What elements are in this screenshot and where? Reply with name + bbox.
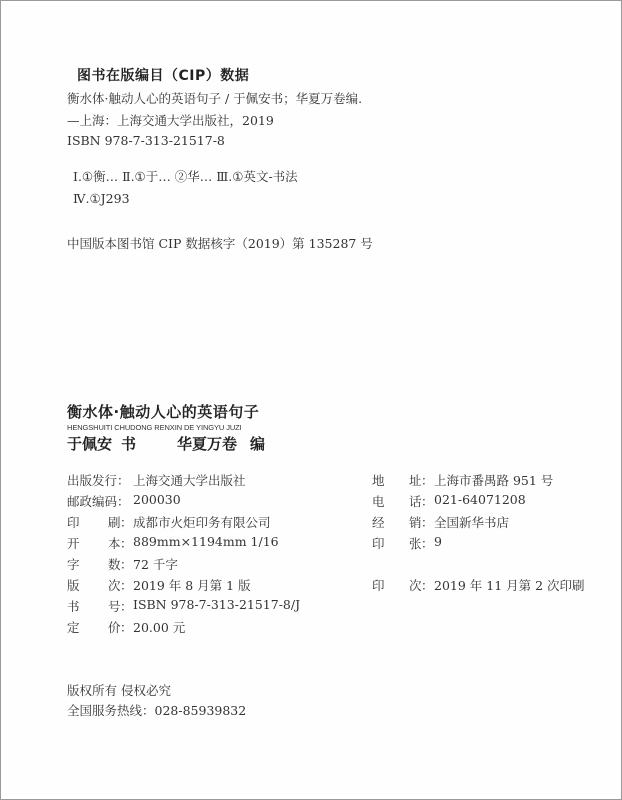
author-editor: 华夏万卷	[177, 435, 238, 453]
service-hotline: 全国服务热线：028-85939832	[67, 703, 247, 718]
field-colon: ：	[120, 599, 133, 614]
field-label-1: 印	[372, 578, 385, 593]
field-label-2: 刷	[108, 515, 121, 530]
field-label-1: 定	[67, 620, 80, 635]
field-colon: ：	[421, 494, 434, 509]
field-label-2: 次	[409, 578, 422, 593]
field-value: 2019 年 8 月第 1 版	[133, 578, 251, 593]
field-colon: ：	[421, 515, 434, 530]
cip-line-call-number: Ⅳ.①J293	[73, 191, 130, 206]
field-label-1: 印	[67, 515, 80, 530]
author-role-editor: 编	[250, 435, 266, 453]
field-value: 889mm×1194mm 1/16	[133, 534, 279, 549]
field-colon: ：	[120, 557, 133, 572]
cip-heading: 图书在版编目（CIP）数据	[77, 68, 250, 84]
field-label-1: 开	[67, 536, 80, 551]
field-label-1: 电	[372, 494, 385, 509]
field-value: 全国新华书店	[434, 515, 510, 530]
field-value: 20.00 元	[133, 620, 186, 635]
field-colon: ：	[120, 578, 133, 593]
field-value: 2019 年 11 月第 2 次印刷	[434, 578, 585, 593]
field-colon: ：	[120, 620, 133, 635]
field-colon: ：	[117, 473, 130, 488]
field-label-2: 数	[108, 557, 121, 572]
cip-record-number: 中国版本图书馆 CIP 数据核字（2019）第 135287 号	[67, 236, 373, 251]
field-colon: ：	[421, 578, 434, 593]
cip-line-isbn: ISBN 978-7-313-21517-8	[67, 133, 225, 148]
field-label-1: 书	[67, 599, 80, 614]
field-label-1: 版	[67, 578, 80, 593]
cip-line-publisher: —上海：上海交通大学出版社，2019	[67, 113, 274, 128]
field-label-2: 次	[108, 578, 121, 593]
field-label-2: 话	[409, 494, 422, 509]
book-title-pinyin: HENGSHUITI CHUDONG RENXIN DE YINGYU JUZI	[67, 423, 242, 432]
cip-line-classification: Ⅰ.①衡… Ⅱ.①于… ②华… Ⅲ.①英文-书法	[73, 169, 298, 184]
field-label-2: 本	[108, 536, 121, 551]
field-label: 邮政编码	[67, 494, 118, 509]
cip-line-title: 衡水体·触动人心的英语句子 / 于佩安书；华夏万卷编.	[67, 91, 363, 106]
field-label: 出版发行	[67, 473, 118, 488]
field-label-1: 经	[372, 515, 385, 530]
book-title: 衡水体·触动人心的英语句子	[67, 403, 260, 421]
field-value: 上海市番禺路 951 号	[434, 473, 554, 488]
field-colon: ：	[120, 515, 133, 530]
field-label-2: 张	[409, 536, 422, 551]
field-colon: ：	[120, 536, 133, 551]
field-value: 72 千字	[133, 557, 178, 572]
field-colon: ：	[421, 473, 434, 488]
field-value: 上海交通大学出版社	[133, 473, 246, 488]
field-colon: ：	[421, 536, 434, 551]
author-calligrapher: 于佩安	[67, 435, 113, 453]
author-role-calligrapher: 书	[121, 435, 137, 453]
field-value: 9	[434, 534, 442, 549]
field-colon: ：	[117, 494, 130, 509]
field-value: 200030	[133, 492, 181, 507]
field-label-1: 字	[67, 557, 80, 572]
copyright-notice: 版权所有 侵权必究	[67, 683, 171, 698]
field-label-1: 地	[372, 473, 385, 488]
field-label-2: 号	[108, 599, 121, 614]
field-value: ISBN 978-7-313-21517-8/J	[133, 597, 301, 612]
field-label-2: 价	[108, 620, 121, 635]
field-label-1: 印	[372, 536, 385, 551]
field-label-2: 销	[409, 515, 422, 530]
field-label-2: 址	[409, 473, 422, 488]
field-value: 成都市火炬印务有限公司	[133, 515, 271, 530]
field-value: 021-64071208	[434, 492, 526, 507]
